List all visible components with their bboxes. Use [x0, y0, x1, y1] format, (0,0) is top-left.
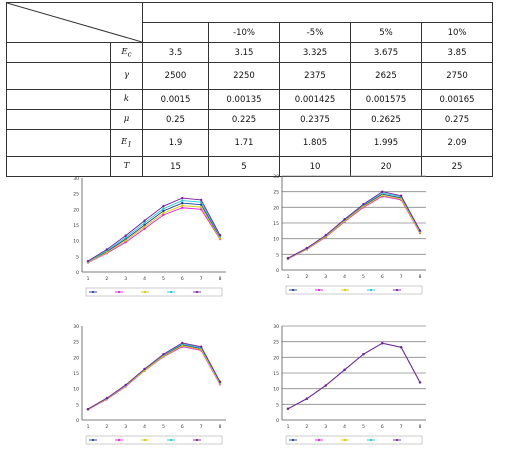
data-point	[325, 384, 327, 386]
y-tick-label: 20	[73, 356, 79, 362]
y-tick-label: 10	[273, 237, 279, 243]
table-cell: 0.0015	[143, 90, 209, 110]
legend-marker	[144, 291, 146, 293]
table-cell: 2375	[280, 63, 351, 90]
table-cell: 2625	[351, 63, 422, 90]
data-point	[125, 234, 127, 236]
x-tick-label: 7	[199, 277, 203, 282]
chart-3	[58, 320, 234, 448]
table-cell: 1.71	[209, 130, 280, 157]
data-point	[381, 190, 383, 192]
table-cell: 3.85	[422, 43, 493, 63]
x-tick-label: 6	[180, 425, 184, 430]
y-tick-label: 0	[76, 271, 79, 276]
y-tick-label: 30	[73, 177, 79, 182]
data-point	[181, 342, 183, 344]
x-tick-label: 4	[143, 425, 147, 430]
legend-marker	[144, 439, 146, 441]
table-cell: 0.001575	[351, 90, 422, 110]
data-point	[419, 381, 421, 383]
y-tick-label: 25	[73, 192, 79, 198]
legend-box	[86, 436, 222, 444]
y-tick-label: 0	[276, 419, 279, 424]
legend-marker	[370, 439, 372, 441]
x-tick-label: 8	[418, 275, 422, 280]
row-symbol: $E_1$	[111, 130, 143, 157]
table-cell: 0.25	[143, 110, 209, 130]
data-point	[362, 203, 364, 205]
data-point	[287, 257, 289, 259]
data-point	[106, 397, 108, 399]
legend-marker	[344, 289, 346, 291]
row-name	[7, 90, 111, 110]
x-tick-label: 6	[380, 425, 384, 430]
legend-marker	[92, 291, 94, 293]
legend-marker	[396, 289, 398, 291]
chart-4	[258, 320, 434, 448]
y-tick-label: 25	[273, 190, 279, 196]
x-tick-label: 5	[161, 425, 165, 430]
x-tick-label: 5	[161, 277, 165, 282]
data-point	[181, 204, 183, 206]
data-point	[181, 202, 183, 204]
data-point	[162, 208, 164, 210]
x-tick-label: 3	[124, 425, 128, 430]
table-cell: 2750	[422, 63, 493, 90]
y-tick-label: 20	[273, 356, 279, 362]
y-tick-label: 5	[76, 255, 79, 261]
data-point	[381, 194, 383, 196]
chart-2	[258, 170, 434, 298]
data-point	[125, 239, 127, 241]
x-tick-label: 7	[399, 275, 403, 280]
y-tick-label: 10	[73, 239, 79, 245]
data-point	[143, 368, 145, 370]
table-cell: 25	[422, 157, 493, 177]
data-point	[162, 212, 164, 214]
legend-box	[86, 288, 222, 296]
row-symbol: γ	[111, 63, 143, 90]
table-header-row	[7, 3, 493, 23]
legend-marker	[292, 289, 294, 291]
x-tick-label: 1	[286, 275, 290, 280]
x-tick-label: 7	[199, 425, 203, 430]
legend-marker	[196, 291, 198, 293]
legend-box	[286, 286, 422, 294]
x-tick-label: 2	[305, 425, 309, 430]
data-point	[87, 260, 89, 262]
column-header: 5%	[351, 23, 422, 43]
table-cell: 0.00165	[422, 90, 493, 110]
data-point	[419, 229, 421, 231]
parameter-table	[6, 2, 493, 177]
x-tick-label: 4	[143, 277, 147, 282]
table-row	[7, 43, 493, 63]
y-tick-label: 10	[273, 387, 279, 393]
x-tick-label: 5	[361, 275, 365, 280]
table-cell: 2.09	[422, 130, 493, 157]
data-point	[181, 197, 183, 199]
data-point	[343, 369, 345, 371]
x-tick-label: 6	[380, 275, 384, 280]
column-header: -5%	[280, 23, 351, 43]
data-point	[381, 342, 383, 344]
data-point	[362, 353, 364, 355]
column-header: -10%	[209, 23, 280, 43]
legend-marker	[292, 439, 294, 441]
data-point	[306, 247, 308, 249]
row-name	[7, 110, 111, 130]
x-tick-label: 7	[399, 425, 403, 430]
legend-marker	[170, 291, 172, 293]
data-point	[400, 346, 402, 348]
x-tick-label: 1	[286, 425, 290, 430]
table-cell: 5	[209, 157, 280, 177]
data-point	[200, 345, 202, 347]
data-point	[106, 248, 108, 250]
legend-marker	[118, 291, 120, 293]
x-tick-label: 3	[324, 275, 328, 280]
x-tick-label: 8	[418, 425, 422, 430]
table-row	[7, 130, 493, 157]
diagonal-divider	[7, 3, 142, 42]
x-tick-label: 3	[124, 277, 128, 282]
x-tick-label: 1	[86, 425, 90, 430]
y-tick-label: 20	[273, 206, 279, 212]
y-tick-label: 15	[73, 224, 79, 229]
x-tick-label: 1	[86, 277, 90, 282]
row-name	[7, 63, 111, 90]
row-name	[7, 43, 111, 63]
table-cell: 0.2625	[351, 110, 422, 130]
y-tick-label: 5	[276, 253, 279, 259]
data-point	[162, 205, 164, 207]
table-row	[7, 110, 493, 130]
table-cell: 3.5	[143, 43, 209, 63]
y-tick-label: 20	[73, 208, 79, 214]
table-cell: 15	[143, 157, 209, 177]
table-row	[7, 90, 493, 110]
column-header	[143, 23, 209, 43]
row-symbol: μ	[111, 110, 143, 130]
data-point	[219, 234, 221, 236]
data-point	[306, 397, 308, 399]
table-row	[7, 63, 493, 90]
table-cell: 0.001425	[280, 90, 351, 110]
table-cell: 0.225	[209, 110, 280, 130]
row-name	[7, 130, 111, 157]
data-point	[343, 218, 345, 220]
data-point	[162, 353, 164, 355]
x-tick-label: 3	[324, 425, 328, 430]
y-tick-label: 5	[276, 403, 279, 409]
table-cell: 3.15	[209, 43, 280, 63]
y-tick-label: 25	[73, 340, 79, 346]
table-cell: 2500	[143, 63, 209, 90]
data-point	[325, 234, 327, 236]
table-cell: 10	[280, 157, 351, 177]
y-tick-label: 30	[73, 325, 79, 330]
table-cell: 1.805	[280, 130, 351, 157]
table-cell: 1.995	[351, 130, 422, 157]
table-cell: 0.00135	[209, 90, 280, 110]
y-tick-label: 15	[73, 372, 79, 377]
data-point	[125, 384, 127, 386]
legend-marker	[318, 439, 320, 441]
data-point	[200, 199, 202, 201]
y-tick-label: 10	[73, 387, 79, 393]
row-symbol: k	[111, 90, 143, 110]
y-tick-label: 15	[273, 222, 279, 227]
data-point	[200, 206, 202, 208]
header-diagonal-cell	[7, 3, 143, 43]
y-tick-label: 0	[76, 419, 79, 424]
x-tick-label: 8	[218, 425, 222, 430]
y-tick-label: 15	[273, 372, 279, 377]
y-tick-label: 5	[76, 403, 79, 409]
table-cell: 20	[351, 157, 422, 177]
data-point	[162, 210, 164, 212]
table-cell: 2250	[209, 63, 280, 90]
data-point	[143, 219, 145, 221]
legend-marker	[370, 289, 372, 291]
row-symbol: $E_c$	[111, 43, 143, 63]
legend-marker	[92, 439, 94, 441]
legend-marker	[344, 439, 346, 441]
x-tick-label: 4	[343, 275, 347, 280]
header-values	[143, 3, 493, 23]
data-point	[287, 408, 289, 410]
x-tick-label: 6	[180, 277, 184, 282]
data-point	[219, 381, 221, 383]
y-tick-label: 25	[273, 340, 279, 346]
table-cell: 3.675	[351, 43, 422, 63]
column-header: 10%	[422, 23, 493, 43]
y-tick-label: 30	[273, 325, 279, 330]
figure-3	[58, 320, 234, 448]
data-point	[400, 195, 402, 197]
legend-box	[286, 436, 422, 444]
data-point	[143, 226, 145, 228]
data-point	[181, 207, 183, 209]
series-line	[88, 347, 220, 410]
table-cell: 1.9	[143, 130, 209, 157]
x-tick-label: 8	[218, 277, 222, 282]
x-tick-label: 5	[361, 425, 365, 430]
legend-marker	[170, 439, 172, 441]
table-cell: 0.275	[422, 110, 493, 130]
chart-1	[58, 172, 234, 300]
legend-marker	[118, 439, 120, 441]
data-point	[143, 222, 145, 224]
x-tick-label: 2	[105, 277, 109, 282]
figure-1	[58, 172, 234, 300]
table-cell: 3.325	[280, 43, 351, 63]
x-tick-label: 2	[105, 425, 109, 430]
x-tick-label: 2	[305, 275, 309, 280]
data-point	[87, 408, 89, 410]
figure-2	[258, 170, 434, 298]
x-tick-label: 4	[343, 425, 347, 430]
y-tick-label: 0	[276, 269, 279, 274]
row-symbol: T	[111, 157, 143, 177]
legend-marker	[196, 439, 198, 441]
data-point	[219, 237, 221, 239]
data-point	[181, 199, 183, 201]
legend-marker	[318, 289, 320, 291]
figure-4	[258, 320, 434, 448]
legend-marker	[396, 439, 398, 441]
y-tick-label: 30	[273, 175, 279, 180]
table-cell: 0.2375	[280, 110, 351, 130]
